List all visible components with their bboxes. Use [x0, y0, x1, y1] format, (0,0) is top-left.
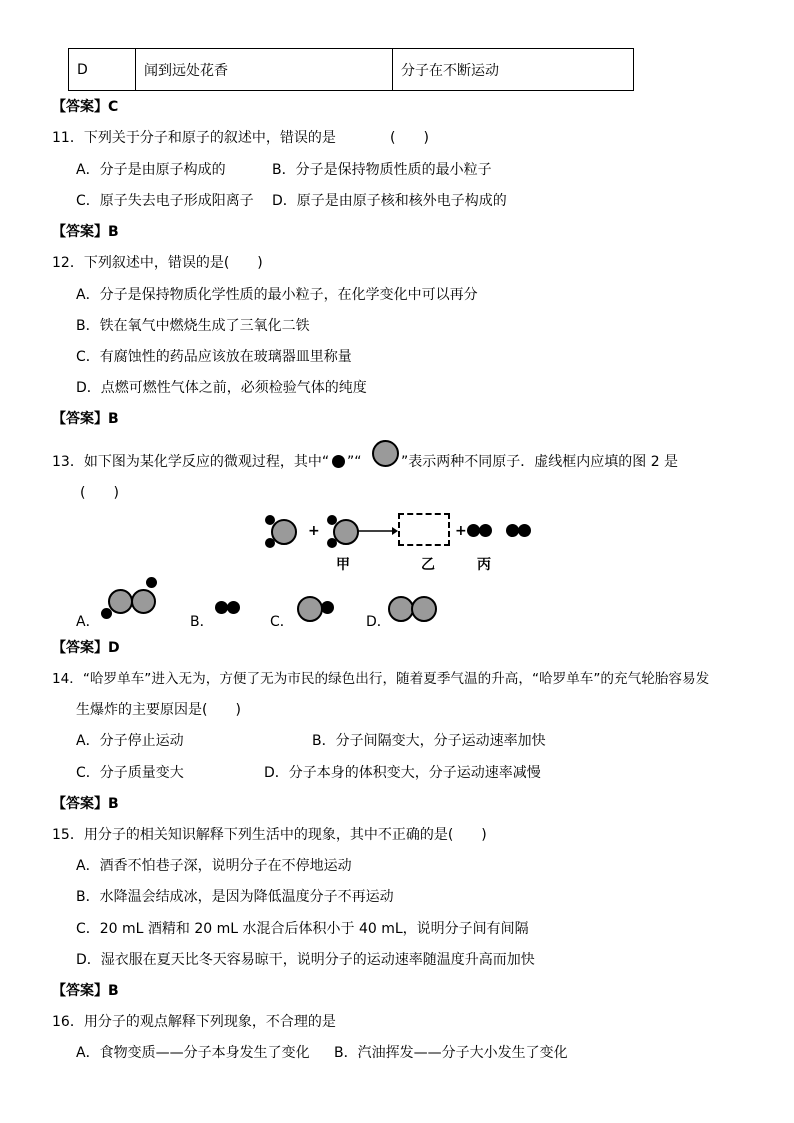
dashed-answer-box — [398, 513, 450, 546]
q13-option-a-label: A． — [76, 614, 100, 630]
label-jia: 甲 — [336, 557, 350, 573]
q16-option-a: A．食物变质——分子本身发生了变化 — [76, 1045, 310, 1061]
q12-stem: 12．下列叙述中，错误的是( ) — [52, 255, 263, 271]
black-atom — [227, 601, 240, 614]
black-atom — [327, 515, 337, 525]
q16-stem: 16．用分子的观点解释下列现象，不合理的是 — [52, 1014, 336, 1030]
q12-option-a: A．分子是保持物质化学性质的最小粒子，在化学变化中可以再分 — [76, 287, 478, 303]
q15-option-a: A．酒香不怕巷子深，说明分子在不停地运动 — [76, 858, 352, 874]
black-atom — [265, 515, 275, 525]
gray-atom — [411, 596, 437, 622]
q14-option-b: B．分子间隔变大，分子运动速率加快 — [312, 733, 546, 749]
q12-option-b: B．铁在氧气中燃烧生成了三氧化二铁 — [76, 318, 310, 334]
q15-option-d: D．湿衣服在夏天比冬天容易晾干，说明分子的运动速率随温度升高而加快 — [76, 952, 535, 968]
arrow-icon — [358, 524, 398, 538]
table-cell: 分子在不断运动 — [393, 49, 634, 91]
black-atom — [327, 538, 337, 548]
answer-table — [68, 48, 634, 91]
gray-atom — [297, 596, 323, 622]
q11-option-d: D．原子是由原子核和核外电子构成的 — [272, 193, 507, 209]
black-atom — [321, 601, 334, 614]
black-atom-icon — [332, 455, 345, 468]
label-yi: 乙 — [421, 557, 435, 573]
q14-option-a: A．分子停止运动 — [76, 733, 184, 749]
q13-option-d-label: D． — [366, 614, 391, 630]
table-cell: 闻到远处花香 — [136, 49, 393, 91]
q14-answer: 【答案】B — [52, 796, 119, 812]
q11-answer: 【答案】B — [52, 224, 119, 240]
black-atom — [479, 524, 492, 537]
q15-answer: 【答案】B — [52, 983, 119, 999]
black-atom — [265, 538, 275, 548]
q11-paren: ( ) — [390, 130, 429, 146]
q12-option-c: C．有腐蚀性的药品应该放在玻璃器皿里称量 — [76, 349, 352, 365]
black-atom — [518, 524, 531, 537]
q11-option-c: C．原子失去电子形成阳离子 — [76, 193, 254, 209]
table-row — [69, 49, 634, 91]
gray-atom — [131, 589, 156, 614]
q16-option-b: B．汽油挥发——分子大小发生了变化 — [334, 1045, 568, 1061]
q13-answer: 【答案】D — [52, 640, 120, 656]
q11-stem: 11．下列关于分子和原子的叙述中，错误的是 — [52, 130, 336, 146]
q14-option-d: D．分子本身的体积变大，分子运动速率减慢 — [264, 765, 541, 781]
black-atom — [146, 577, 157, 588]
gray-atom-icon — [372, 440, 399, 467]
label-bing: 丙 — [477, 557, 491, 573]
q14-option-c: C．分子质量变大 — [76, 765, 184, 781]
q14-stem-line2: 生爆炸的主要原因是( ) — [76, 702, 241, 718]
q13-option-c-label: C． — [270, 614, 294, 630]
gray-atom — [108, 589, 133, 614]
q11-option-b: B．分子是保持物质性质的最小粒子 — [272, 162, 492, 178]
plus-sign: + — [455, 523, 467, 539]
q11-option-a: A．分子是由原子构成的 — [76, 162, 226, 178]
q12-answer: 【答案】B — [52, 411, 119, 427]
q13-stem-part1: 13．如下图为某化学反应的微观过程，其中“ — [52, 454, 330, 470]
q13-stem-part3: ”表示两种不同原子．虚线框内应填的图 2 是 — [401, 454, 679, 470]
q13-stem-part2: ”“ — [347, 454, 362, 470]
black-atom — [101, 608, 112, 619]
q12-option-d: D．点燃可燃性气体之前，必须检验气体的纯度 — [76, 380, 367, 396]
q10-answer: 【答案】C — [52, 99, 119, 115]
q15-option-c: C．20 mL 酒精和 20 mL 水混合后体积小于 40 mL，说明分子间有间隔 — [76, 921, 529, 937]
q15-option-b: B．水降温会结成冰，是因为降低温度分子不再运动 — [76, 889, 394, 905]
q15-stem: 15．用分子的相关知识解释下列生活中的现象，其中不正确的是( ) — [52, 827, 487, 843]
table-cell: D — [69, 49, 136, 91]
q14-stem-line1: 14．“哈罗单车”进入无为，方便了无为市民的绿色出行，随着夏季气温的升高，“哈罗单车”的充气轮胎容易发 — [52, 671, 710, 687]
plus-sign: + — [308, 523, 320, 539]
q13-option-b-label: B． — [190, 614, 214, 630]
q13-paren: ( ) — [80, 485, 119, 501]
